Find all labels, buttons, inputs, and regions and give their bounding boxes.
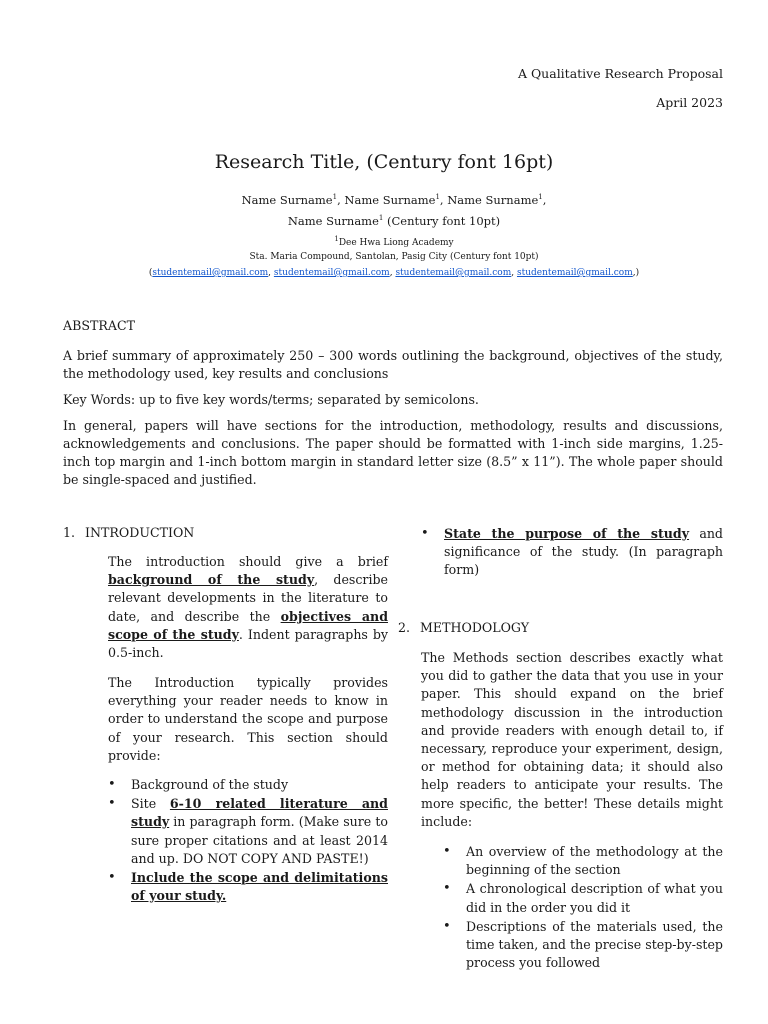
bullet-icon: • — [108, 870, 116, 886]
header-proposal-type: A Qualitative Research Proposal — [517, 66, 723, 81]
affiliation-address: Sta. Maria Compound, Santolan, Pasig City (Century font 10pt) — [249, 252, 539, 262]
author-name: Name Surname — [344, 192, 436, 207]
author-line-2: Name Surname$^1$ (Century font 10pt) — [287, 213, 501, 228]
author-name: Name Surname — [241, 192, 333, 207]
affiliation: $^1$Dee Hwa Liong Academy Sta. Maria Compound, Santolan, Pasig City (Century font 10pt) — [0, 232, 768, 264]
section-number: 1. — [63, 525, 76, 540]
section-title: METHODOLOGY — [420, 620, 530, 635]
bullet-icon: • — [443, 844, 451, 859]
email-link[interactable]: studentemail@gmail.com — [516, 268, 633, 278]
paper-title: Research Title, (Century font 16pt) — [214, 151, 554, 173]
affiliation-school: Dee Hwa Liong Academy — [338, 238, 454, 248]
font-note: (Century font 10pt) — [383, 213, 501, 228]
emphasis-objectives: objectives and scope of the study — [108, 608, 388, 642]
methodology-heading — [398, 620, 529, 635]
introduction-bullet-list — [108, 776, 388, 906]
abstract-paragraph-1: A brief summary of approximately 250 – 300 words outlining the background, objectives of the study, the methodology used, key results and conclusions — [63, 348, 723, 381]
introduction-bullet-continued — [421, 525, 723, 581]
header-date: April 2023 — [656, 95, 723, 110]
section-number: 2. — [398, 620, 411, 635]
bullet-icon: • — [421, 526, 429, 541]
list-item: • State the purpose of the study and significance of the study. (In paragraph form) — [421, 526, 723, 578]
list-item: • Site 6-10 related literature and study in paragraph form. (Make sure to sure proper citations and at least 2014 and up. DO NOT COPY AND PASTE!) — [108, 796, 388, 866]
introduction-paragraph-2: The Introduction typically provides everything your reader needs to know in order to understand the scope and purpose of your research. This section should provide: — [108, 675, 388, 763]
section-title: INTRODUCTION — [85, 525, 195, 540]
introduction-paragraph-1: The introduction should give a brief background of the study, describe relevant developments in the literature to date, and describe the objectives and scope of the study. Indent paragraphs by 0.5-inch. — [108, 554, 388, 661]
abstract-heading: ABSTRACT — [63, 318, 135, 333]
bullet-icon: • — [108, 777, 116, 792]
keywords-paragraph: Key Words: up to five key words/terms; separated by semicolons. — [63, 392, 479, 407]
author-name: Name Surname — [287, 213, 379, 228]
author-line-1: Name Surname$^1$, Name Surname$^1$, Name Surname$^1$, — [241, 192, 547, 207]
bullet-icon: • — [443, 881, 451, 897]
bullet-icon: • — [443, 918, 451, 934]
list-item: • An overview of the methodology at the beginning of the section — [443, 844, 723, 878]
methodology-paragraph: The Methods section describes exactly what you did to gather the data that you use in your paper. This should expand on the brief methodology discussion in the introduction and provide readers with enough detail to, if necessary, reproduce your experiment, design, or method for obtaining data; it should also help readers to anticipate your results. The more specific, the better! These details might include: — [421, 650, 723, 829]
author-name: Name Surname — [447, 192, 539, 207]
list-item: • Include the scope and delimitations of your study. — [108, 870, 388, 904]
abstract-paragraph-2: In general, papers will have sections for the introduction, methodology, results and discussions, acknowledgements and conclusions. The paper should be formatted with 1-inch side margins, 1.25-inch top margin and 1-inch bottom margin in standard letter size (8.5” x 11”). The whole paper should be single-spaced and justified. — [63, 418, 723, 487]
author-list — [0, 188, 768, 230]
email-link[interactable]: studentemail@gmail.com — [395, 268, 512, 278]
bullet-icon: • — [108, 796, 116, 812]
list-item: • A chronological description of what you did in the order you did it — [443, 881, 723, 915]
emphasis-background: background of the study — [108, 572, 315, 588]
introduction-heading — [63, 525, 194, 540]
email-link[interactable]: studentemail@gmail.com — [273, 268, 390, 278]
methodology-bullet-list — [421, 843, 723, 973]
email-list: (studentemail@gmail.com, studentemail@gmail.com, studentemail@gmail.com, studentemail@gmail.com,) — [148, 268, 640, 278]
list-item: • Background of the study — [86, 776, 388, 794]
email-link[interactable]: studentemail@gmail.com — [152, 268, 269, 278]
list-item: • Descriptions of the materials used, the time taken, and the precise step-by-step process you followed — [443, 918, 723, 971]
